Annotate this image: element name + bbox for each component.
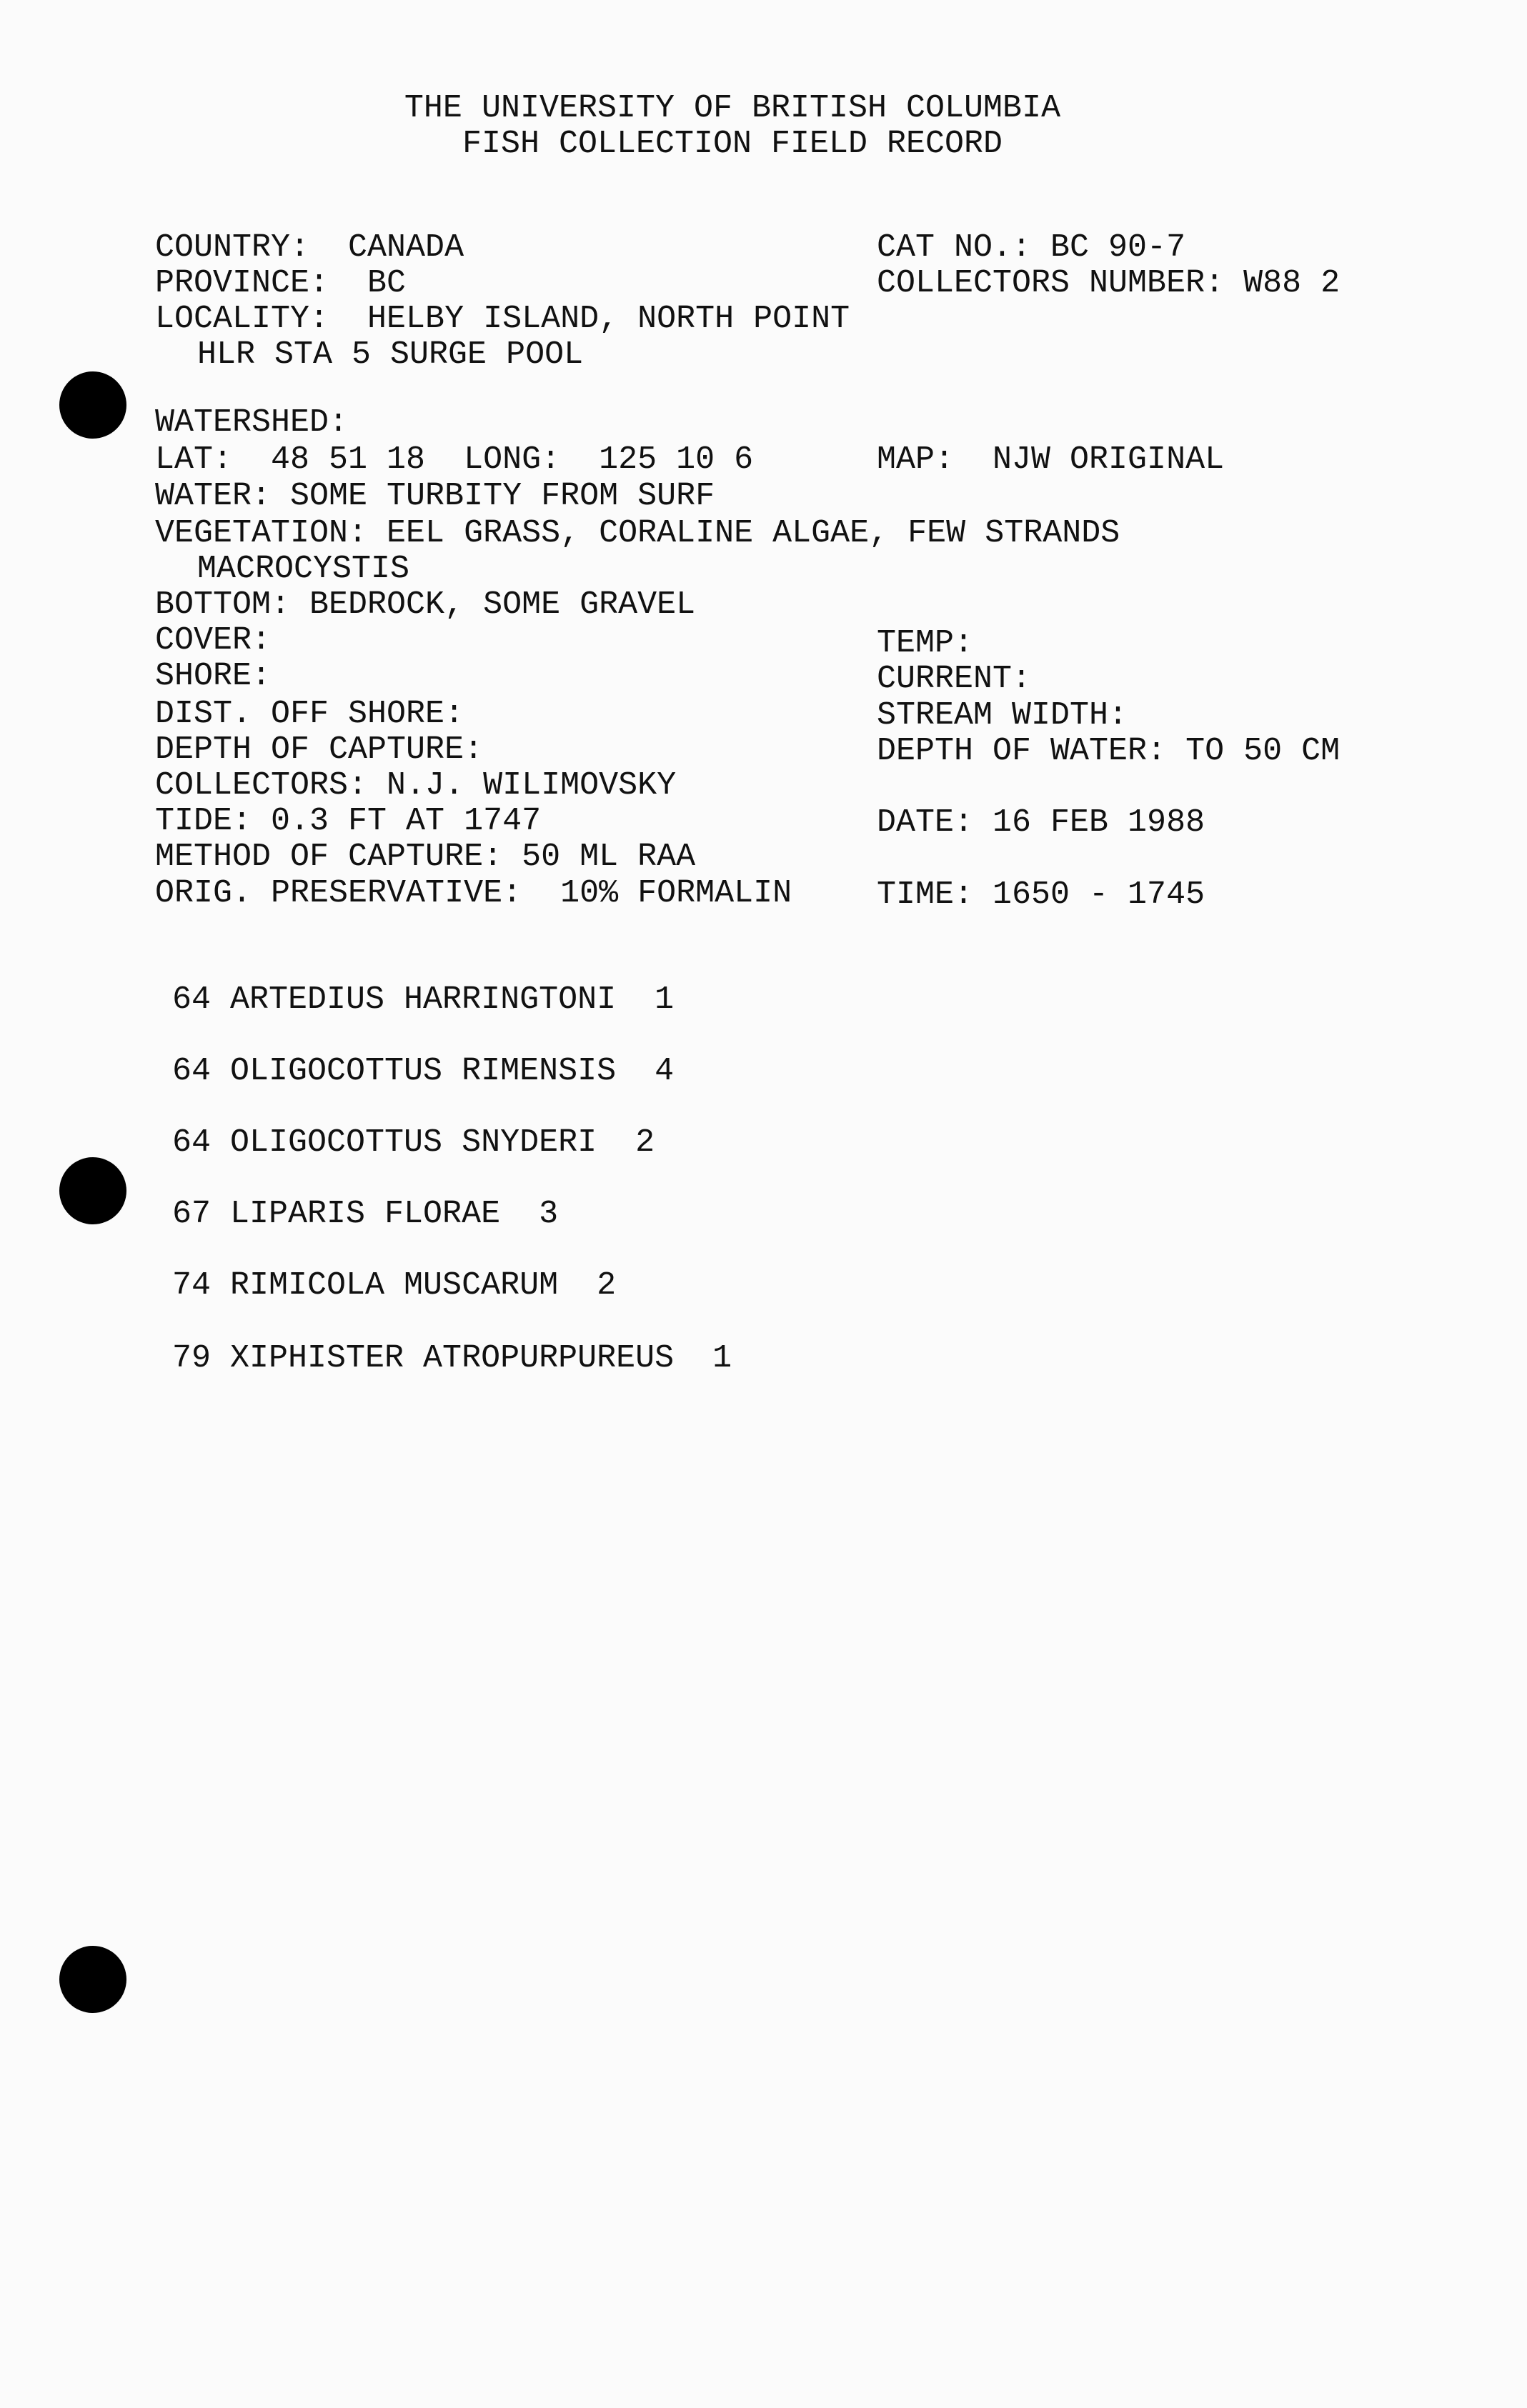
shore-field: SHORE: xyxy=(155,658,272,694)
species-list-item: 64 ARTEDIUS HARRINGTONI 1 xyxy=(172,981,675,1018)
punch-hole-middle xyxy=(59,1157,126,1224)
bottom-field: BOTTOM: BEDROCK, SOME GRAVEL xyxy=(155,586,696,623)
tide-field: TIDE: 0.3 FT AT 1747 xyxy=(155,803,542,839)
time-field: TIME: 1650 - 1745 xyxy=(877,876,1205,913)
form-title: FISH COLLECTION FIELD RECORD xyxy=(462,126,1003,162)
country-field: COUNTRY: CANADA xyxy=(155,229,464,266)
locality-field: LOCALITY: HELBY ISLAND, NORTH POINT xyxy=(155,301,850,337)
preservative-field: ORIG. PRESERVATIVE: 10% FORMALIN xyxy=(155,875,792,911)
species-list-item: 64 OLIGOCOTTUS RIMENSIS 4 xyxy=(172,1053,675,1089)
depth-of-water-field: DEPTH OF WATER: TO 50 CM xyxy=(877,733,1341,769)
cat-no-field: CAT NO.: BC 90-7 xyxy=(877,229,1186,266)
vegetation-field: VEGETATION: EEL GRASS, CORALINE ALGAE, FEW STRANDS xyxy=(155,515,1120,551)
species-list-item: 64 OLIGOCOTTUS SNYDERI 2 xyxy=(172,1124,655,1161)
stream-width-field: STREAM WIDTH: xyxy=(877,697,1128,734)
method-of-capture-field: METHOD OF CAPTURE: 50 ML RAA xyxy=(155,839,696,875)
map-field: MAP: NJW ORIGINAL xyxy=(877,441,1225,478)
temp-field: TEMP: xyxy=(877,625,974,661)
dist-off-shore-field: DIST. OFF SHORE: xyxy=(155,696,464,732)
depth-of-capture-field: DEPTH OF CAPTURE: xyxy=(155,731,484,768)
species-list-item: 79 XIPHISTER ATROPURPUREUS 1 xyxy=(172,1340,732,1377)
punch-hole-bottom xyxy=(59,1946,126,2013)
water-field: WATER: SOME TURBITY FROM SURF xyxy=(155,478,715,514)
province-field: PROVINCE: BC xyxy=(155,265,407,301)
collectors-field: COLLECTORS: N.J. WILIMOVSKY xyxy=(155,767,677,804)
species-list-item: 67 LIPARIS FLORAE 3 xyxy=(172,1196,559,1232)
collectors-number-field: COLLECTORS NUMBER: W88 2 xyxy=(877,265,1341,301)
punch-hole-top xyxy=(59,371,126,439)
species-list-item: 74 RIMICOLA MUSCARUM 2 xyxy=(172,1267,617,1304)
watershed-field: WATERSHED: xyxy=(155,404,349,441)
locality-continued: HLR STA 5 SURGE POOL xyxy=(197,336,584,373)
date-field: DATE: 16 FEB 1988 xyxy=(877,804,1205,841)
vegetation-continued: MACROCYSTIS xyxy=(197,551,410,587)
cover-field: COVER: xyxy=(155,622,272,659)
current-field: CURRENT: xyxy=(877,661,1032,697)
lat-long-field: LAT: 48 51 18 LONG: 125 10 6 xyxy=(155,441,754,478)
institution-title: THE UNIVERSITY OF BRITISH COLUMBIA xyxy=(404,90,1061,126)
